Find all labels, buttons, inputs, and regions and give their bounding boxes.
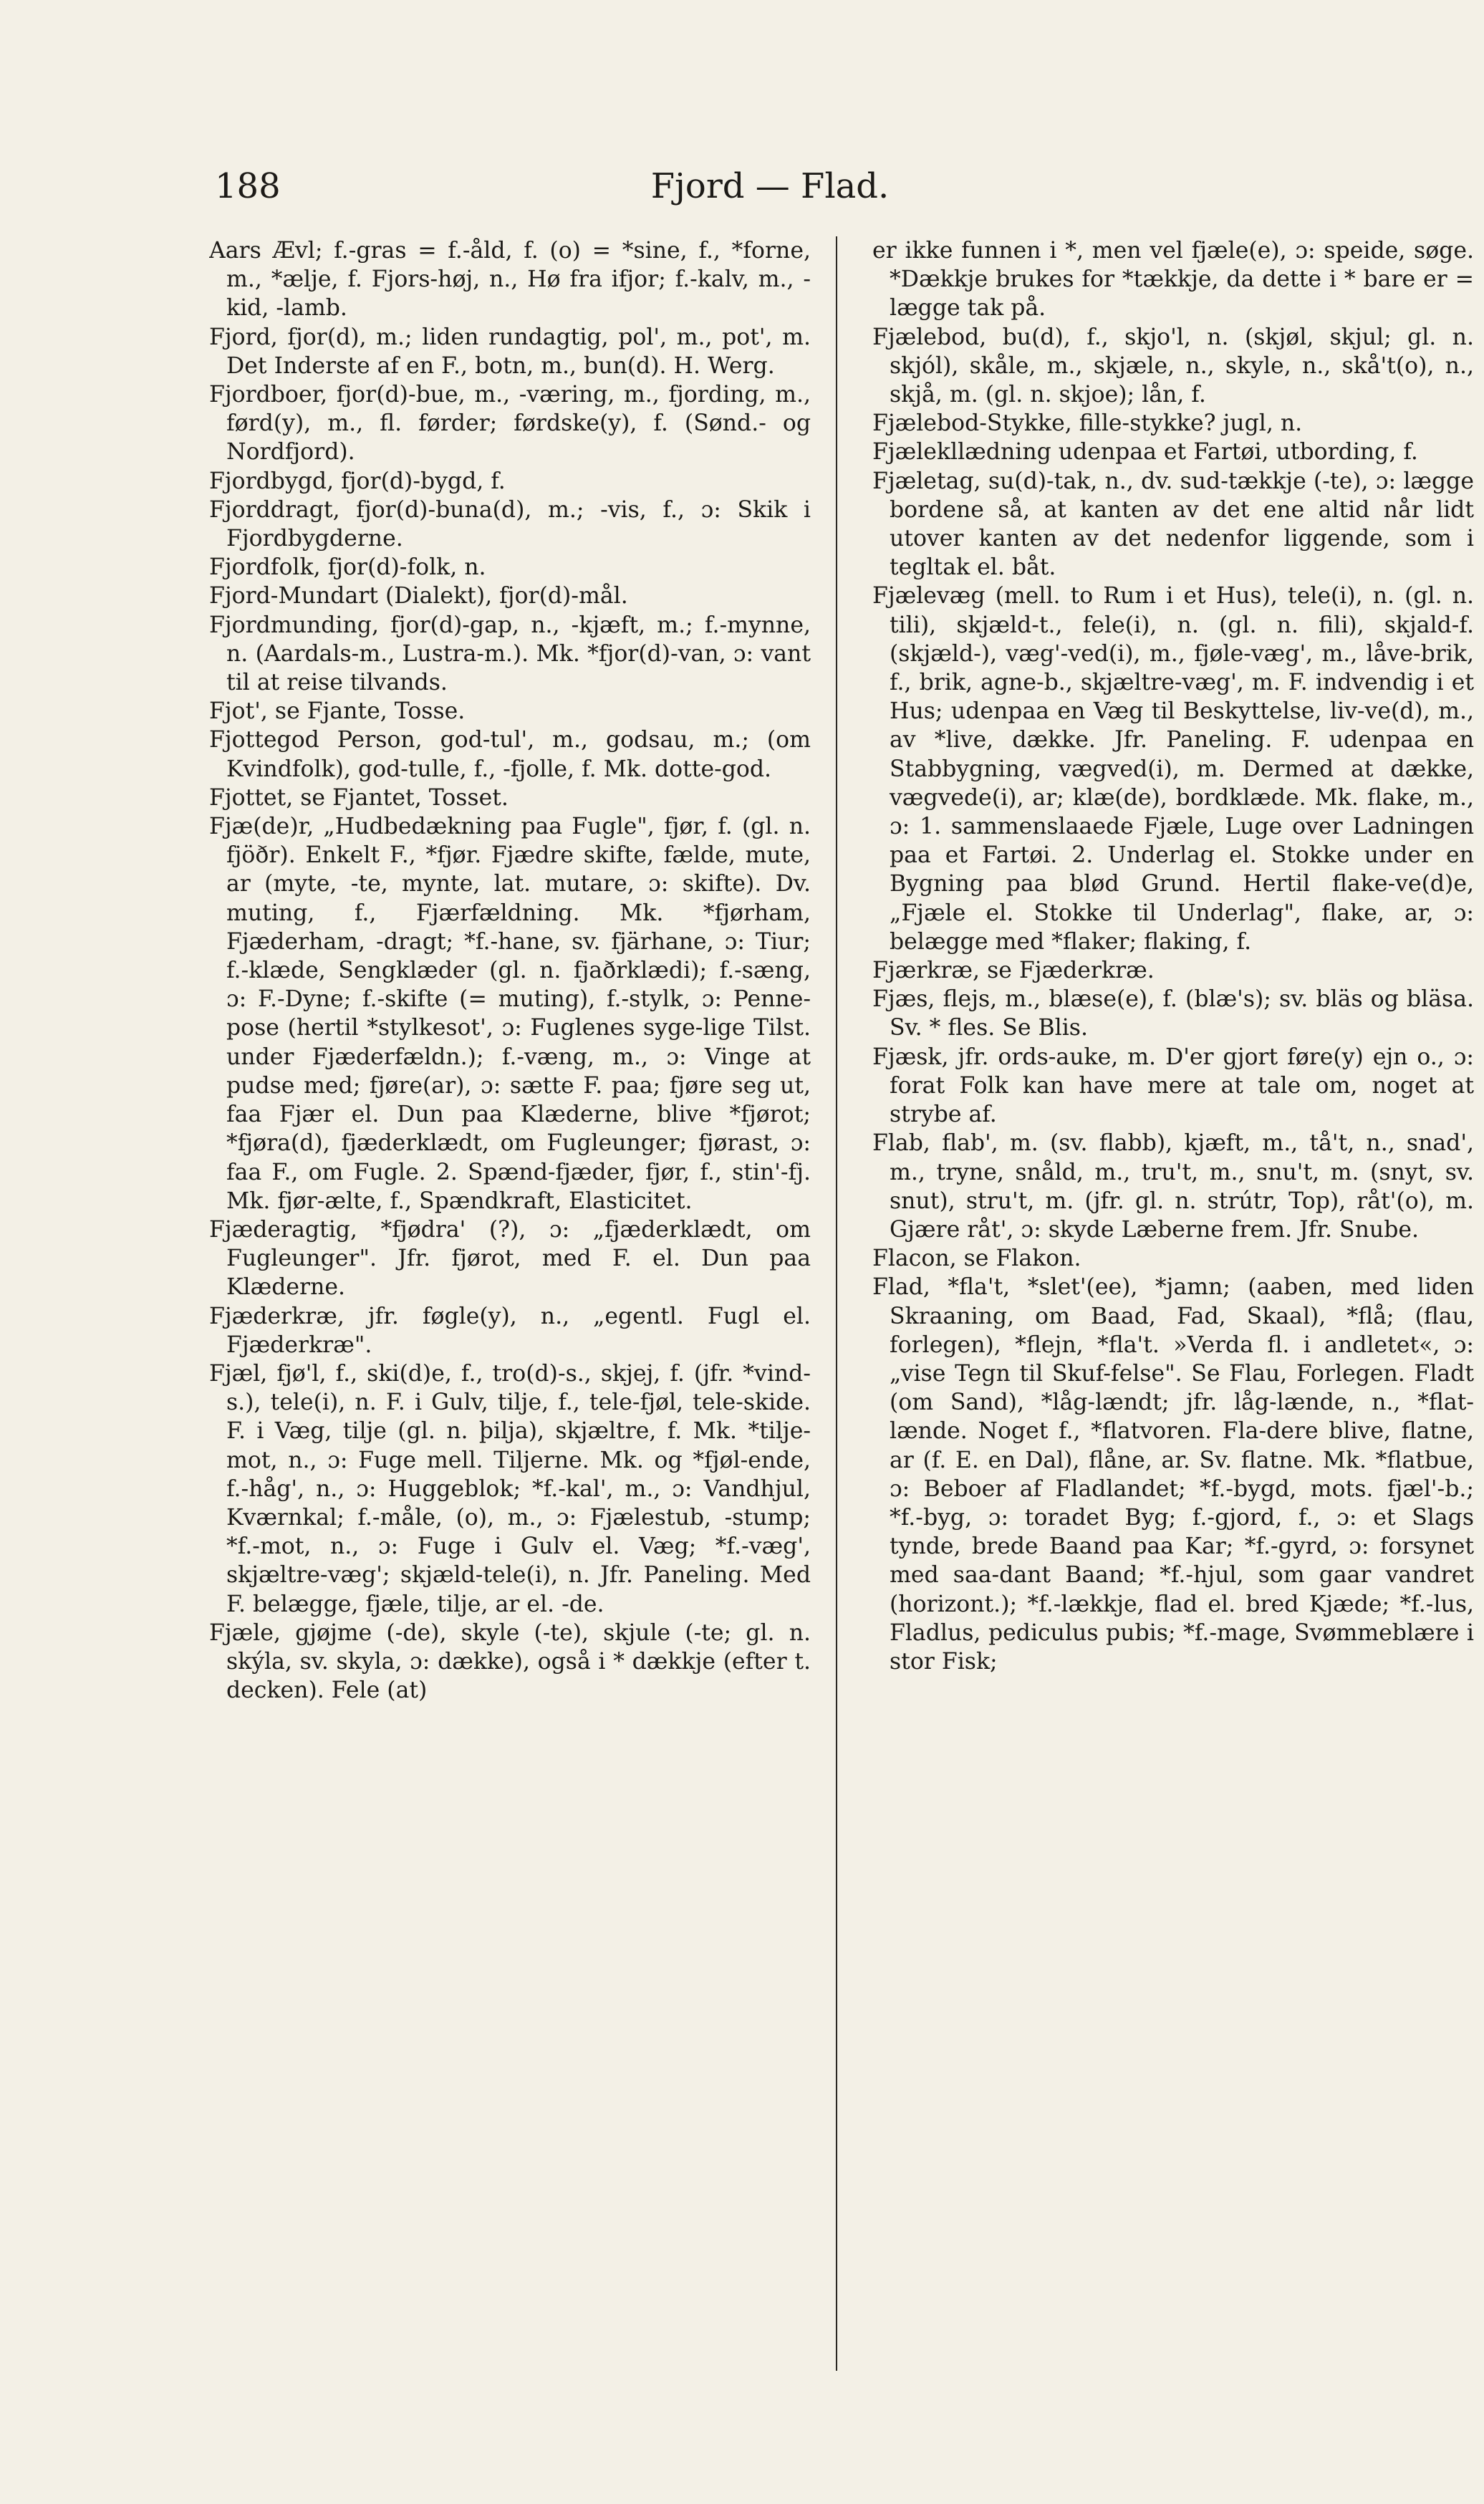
page-number: 188	[215, 166, 281, 206]
dictionary-entry: Fjæderkræ, jfr. føgle(y), n., „egentl. Fugl el. Fjæderkræ".	[209, 1303, 811, 1358]
dictionary-entry: Fjæs, flejs, m., blæse(e), f. (blæ's); sv. bläs og bläsa. Sv. * fles. Se Blis.	[872, 986, 1474, 1041]
dictionary-entry: Fjæletag, su(d)-tak, n., dv. sud-tækkje (-te), ɔ: lægge bordene så, at kanten av det ene altid når lidt utover kanten av det nedenfor liggende, som i tegltak el. båt.	[872, 468, 1474, 581]
left-column	[209, 236, 811, 2414]
dictionary-entry: Aars Ævl; f.-gras = f.-åld, f. (o) = *sine, f., *forne, m., *ælje, f. Fjors-høj, n., Hø fra ifjor; f.-kalv, m., -kid, -lamb.	[209, 238, 811, 322]
dictionary-entry: Fjæ(de)r, „Hudbedækning paa Fugle", fjør, f. (gl. n. fjöðr). Enkelt F., *fjør. Fjædre skifte, fælde, mute, ar (myte, -te, mynte, lat. mutare, ɔ: skifte). Dv. muting, f., Fjærfældning. Mk. *fjørham, Fjæderham, -dragt; *f.-hane, sv. fjärhane, ɔ: Tiur; f.-klæde, Sengklæder (gl. n. fjaðrklædi); f.-sæng, ɔ: F.-Dyne; f.-skifte (= muting), f.-stylk, ɔ: Penne-pose (hertil *stylkesot', ɔ: Fuglenes syge-lige Tilst. under Fjæderfældn.); f.-væng, m., ɔ: Vinge at pudse med; fjøre(ar), ɔ: sætte F. paa; fjøre seg ut, faa Fjær el. Dun paa Klæderne, blive *fjørot; *fjøra(d), fjæderklædt, om Fugleunger; fjørast, ɔ: faa F., om Fugle. 2. Spænd-fjæder, fjør, f., stin'-fj. Mk. fjør-ælte, f., Spændkraft, Elasticitet.	[209, 814, 811, 1214]
dictionary-entry: Fjordfolk, fjor(d)-folk, n.	[209, 554, 486, 581]
page-header	[215, 166, 1325, 216]
dictionary-entry: Fjord-Mundart (Dialekt), fjor(d)-mål.	[209, 583, 628, 610]
dictionary-entry: Fjord, fjor(d), m.; liden rundagtig, pol', m., pot', m. Det Inderste af en F., botn, m., bun(d). H. Werg.	[209, 324, 811, 379]
dictionary-entry: Fjordboer, fjor(d)-bue, m., -væring, m., fjording, m., førd(y), m., fl. førder; førdske(y), f. (Sønd.- og Nordfjord).	[209, 382, 811, 466]
dictionary-entry: Fjælekllædning udenpaa et Fartøi, utbording, f.	[872, 439, 1418, 466]
dictionary-entry: Fjæderagtig, *fjødra' (?), ɔ: „fjæderklædt, om Fugleunger". Jfr. fjørot, med F. el. Dun paa Klæderne.	[209, 1216, 811, 1301]
dictionary-entry: Fjordbygd, fjor(d)-bygd, f.	[209, 468, 506, 494]
dictionary-entry: Flacon, se Flakon.	[872, 1246, 1081, 1272]
dictionary-entry: Fjærkræ, se Fjæderkræ.	[872, 958, 1155, 984]
dictionary-entry: Fjottet, se Fjantet, Tosset.	[209, 784, 509, 811]
dictionary-entry: Fjot', se Fjante, Tosse.	[209, 698, 466, 725]
dictionary-entry: Fjæsk, jfr. ords-auke, m. D'er gjort føre(y) ejn o., ɔ: forat Folk kan have mere at tale om, noget at strybe af.	[872, 1044, 1474, 1128]
dictionary-entry: Fjælebod, bu(d), f., skjo'l, n. (skjøl, skjul; gl. n. skjól), skåle, m., skjæle, n., skyle, n., skå't(o), n., skjå, m. (gl. n. skjoe); lån, f.	[872, 324, 1474, 408]
dictionary-entry: er ikke funnen i *, men vel fjæle(e), ɔ: speide, søge. *Dækkje brukes for *tækkje, da dette i * bare er = lægge tak på.	[872, 238, 1474, 322]
right-column	[872, 236, 1474, 2414]
dictionary-entry: Flab, flab', m. (sv. flabb), kjæft, m., tå't, n., snad', m., tryne, snåld, m., tru't, m., snu't, m. (snyt, sv. snut), stru't, m. (jfr. gl. n. strútr, Top), råt'(o), m. Gjære råt', ɔ: skyde Læberne frem. Jfr. Snube.	[872, 1130, 1474, 1243]
dictionary-entry: Fjorddragt, fjor(d)-buna(d), m.; -vis, f., ɔ: Skik i Fjordbygderne.	[209, 496, 811, 552]
dictionary-entry: Fjottegod Person, god-tul', m., godsau, m.; (om Kvindfolk), god-tulle, f., -fjolle, f. Mk. dotte-god.	[209, 727, 811, 782]
column-divider	[836, 236, 837, 2371]
dictionary-entry: Fjordmunding, fjor(d)-gap, n., -kjæft, m.; f.-mynne, n. (Aardals-m., Lustra-m.). Mk. *fjor(d)-van, ɔ: vant til at reise tilvands.	[209, 612, 811, 696]
dictionary-entry: Fjæle, gjøjme (-de), skyle (-te), skjule (-te; gl. n. skýla, sv. skyla, ɔ: dække), også i * dækkje (efter t. decken). Fele (at)	[209, 1619, 811, 1704]
dictionary-entry: Fjælevæg (mell. to Rum i et Hus), tele(i), n. (gl. n. tili), skjæld-t., fele(i), n. (gl. n. fili), skjald-f. (skjæld-), væg'-ved(i), m., fjøle-væg', m., låve-brik, f., brik, agne-b., skjæltre-væg', m. F. indvendig i et Hus; udenpaa en Væg til Beskyttelse, liv-ve(d), m., av *live, dække. Jfr. Paneling. F. udenpaa en Stabbygning, vægved(i), m. Dermed at dække, vægvede(i), ar; klæ(de), bordklæde. Mk. flake, m., ɔ: 1. sammenslaaede Fjæle, Luge over Ladningen paa et Fartøi. 2. Underlag el. Stokke under en Bygning paa blød Grund. Hertil flake-ve(d)e, „Fjæle el. Stokke til Underlag", flake, ar, ɔ: belægge med *flaker; flaking, f.	[872, 583, 1474, 955]
dictionary-entry: Fjælebod-Stykke, fille-stykke? jugl, n.	[872, 410, 1303, 437]
running-head: Fjord — Flad.	[650, 166, 890, 206]
dictionary-entry: Flad, *fla't, *slet'(ee), *jamn; (aaben, med liden Skraaning, om Baad, Fad, Skaal), *flå; (flau, forlegen), *flejn, *fla't. »Verda fl. i andletet«, ɔ: „vise Tegn til Skuf-felse". Se Flau, Forlegen. Fladt (om Sand), *låg-lændt; jfr. låg-lænde, n., *flat-lænde. Noget f., *flatvoren. Fla-dere blive, flatne, ar (f. E. en Dal), flåne, ar. Sv. flatne. Mk. *flatbue, ɔ: Beboer af Fladlandet; *f.-bygd, mots. fjæl'-b.; *f.-byg, ɔ: toradet Byg; f.-gjord, f., ɔ: et Slags tynde, brede Baand paa Kar; *f.-gyrd, ɔ: forsynet med saa-dant Baand; *f.-hjul, som gaar vandret (horizont.); *f.-lækkje, flad el. bred Kjæde; *f.-lus, Fladlus, pediculus pubis; *f.-mage, Svømmeblære i stor Fisk;	[872, 1274, 1474, 1675]
dictionary-entry: Fjæl, fjø'l, f., ski(d)e, f., tro(d)-s., skjej, f. (jfr. *vind-s.), tele(i), n. F. i Gulv, tilje, f., tele-fjøl, tele-skide. F. i Væg, tilje (gl. n. þilja), skjæltre, f. Mk. *tilje-mot, n., ɔ: Fuge mell. Tiljerne. Mk. og *fjøl-ende, f.-håg', n., ɔ: Huggeblok; *f.-kal', m., ɔ: Vandhjul, Kværnkal; f.-måle, (o), m., ɔ: Fjælestub, -stump; *f.-mot, n., ɔ: Fuge i Gulv el. Væg; *f.-væg', skjæltre-væg'; skjæld-tele(i), n. Jfr. Paneling. Med F. belægge, fjæle, tilje, ar el. -de.	[209, 1360, 811, 1617]
